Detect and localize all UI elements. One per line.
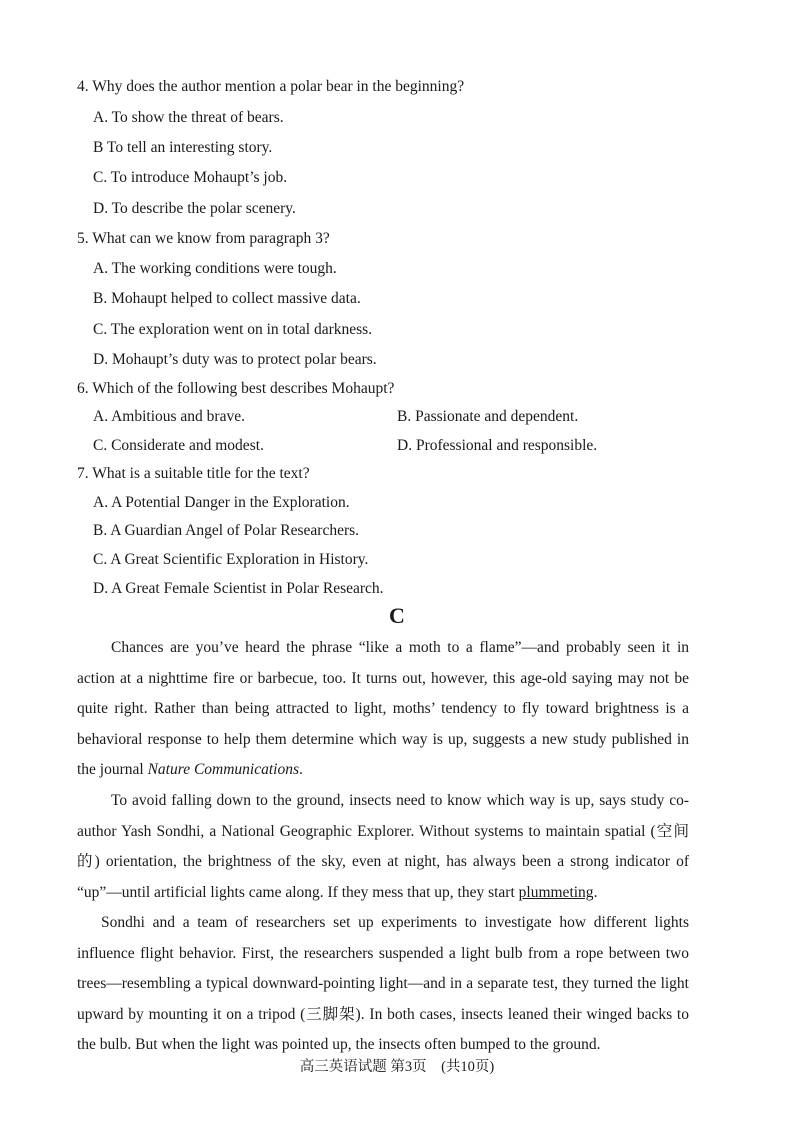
question-7-option-d: D. A Great Female Scientist in Polar Research. <box>93 580 384 597</box>
question-7-stem: 7. What is a suitable title for the text? <box>77 465 310 482</box>
question-6-option-a: A. Ambitious and brave. <box>93 408 245 425</box>
section-title: C <box>389 603 405 628</box>
question-5-option-a: A. The working conditions were tough. <box>93 260 337 277</box>
passage-paragraph-3: Sondhi and a team of researchers set up experiments to investigate how different lights influence flight behavior. First, the researchers suspended a light bulb from a rope between two trees—resembling a typical downward-pointing light—and in a separate test, they turned the light upward by mounting it on a tripod (三脚架). In both cases, insects leaned their winged backs to the bulb. But when the light was pointed up, the insects often bumped to the ground. <box>77 914 689 1053</box>
question-4-stem: 4. Why does the author mention a polar bear in the beginning? <box>77 78 465 95</box>
question-4-option-a: A. To show the threat of bears. <box>93 109 284 126</box>
question-7-option-b: B. A Guardian Angel of Polar Researchers. <box>93 522 360 539</box>
question-6-option-c: C. Considerate and modest. <box>93 437 264 454</box>
paragraph-2-text: To avoid falling down to the ground, insects need to know which way is up, says study co-author Yash Sondhi, a National Geographic Explorer. Without systems to maintain spatial (空间的) orientation, the brightness of the sky, even at night, has always been a strong indicator of “up”—until artificial lights came along. If they mess that up, they start <box>77 792 689 901</box>
question-6-option-d: D. Professional and responsible. <box>397 437 598 454</box>
question-5-stem: 5. What can we know from paragraph 3? <box>77 230 330 247</box>
question-6-stem: 6. Which of the following best describes Mohaupt? <box>77 380 395 397</box>
journal-name: Nature Communications <box>147 761 300 778</box>
question-6-option-b: B. Passionate and dependent. <box>397 408 579 425</box>
underlined-word: plummeting <box>518 883 594 901</box>
question-7-option-a: A. A Potential Danger in the Exploration. <box>93 494 350 511</box>
passage-paragraph-1 <box>77 633 689 786</box>
paragraph-2-end: . <box>593 883 598 901</box>
page-footer: 高三英语试题 第3页 (共10页) <box>299 1059 495 1075</box>
question-7-option-c: C. A Great Scientific Exploration in History. <box>93 551 369 568</box>
paragraph-1-text: Chances are you’ve heard the phrase “like a moth to a flame”—and probably seen it in action at a nighttime fire or barbecue, too. It turns out, however, this age-old saying may not be quite right. Rather than being attracted to light, moths’ tendency to fly toward brightness is a behavioral response to help them determine which way is up, suggests a new study published in the journal <box>77 639 689 778</box>
question-4-option-d: D. To describe the polar scenery. <box>93 200 296 217</box>
paragraph-1-end: . <box>299 761 303 778</box>
question-5-option-b: B. Mohaupt helped to collect massive data. <box>93 290 361 307</box>
question-5-option-c: C. The exploration went on in total darkness. <box>93 321 373 338</box>
question-5-option-d: D. Mohaupt’s duty was to protect polar bears. <box>93 351 377 368</box>
question-4-option-c: C. To introduce Mohaupt’s job. <box>93 169 288 186</box>
question-4-option-b: B To tell an interesting story. <box>93 139 273 156</box>
passage-paragraph-2 <box>77 786 689 908</box>
